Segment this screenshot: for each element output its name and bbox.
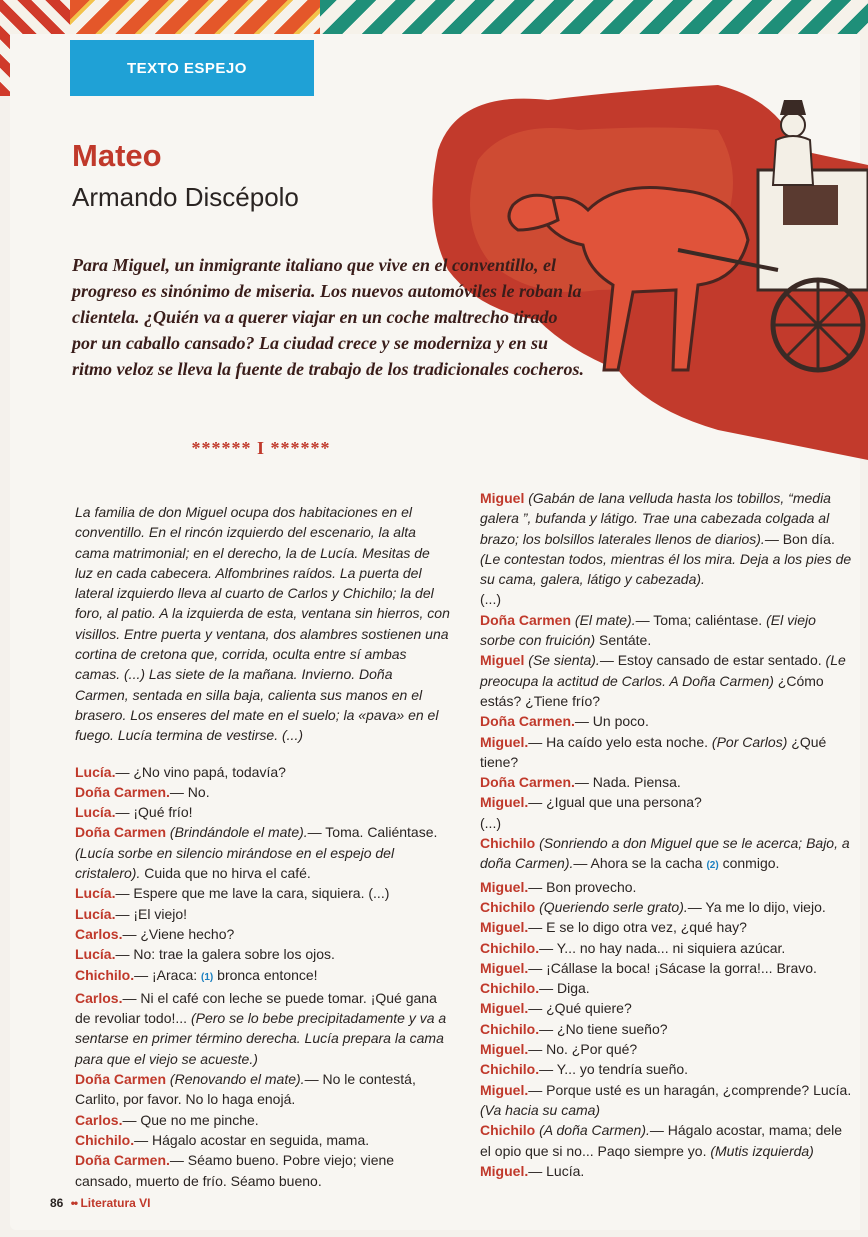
speaker-name: Miguel. bbox=[480, 733, 529, 750]
dialogue-line bbox=[480, 772, 852, 792]
speaker-name: Miguel. bbox=[480, 794, 529, 811]
dialogue-list-left bbox=[75, 762, 450, 1191]
footnote-marker: (1) bbox=[201, 971, 214, 983]
dialogue-line bbox=[480, 897, 852, 917]
dialogue-line bbox=[75, 944, 450, 964]
dialogue-text: — Ya me lo dijo, viejo. bbox=[687, 898, 826, 915]
dialogue-text: — ¿Qué quiere? bbox=[528, 1000, 632, 1017]
stage-note: (El viejo sorbe con fruición) bbox=[480, 611, 816, 649]
act-heading: ****** I ****** bbox=[191, 438, 331, 458]
speaker-name: Miguel. bbox=[480, 919, 529, 936]
dialogue-line bbox=[75, 1069, 450, 1110]
dialogue-text: — Y... no hay nada... ni siquiera azúcar. bbox=[539, 939, 786, 956]
dialogue-text: — Espere que me lave la cara, siquiera. (...) bbox=[115, 885, 390, 902]
dialogue-text: — Diga. bbox=[539, 980, 590, 997]
dialogue-text: — Lucía. bbox=[528, 1162, 585, 1179]
dialogue-text: — ¡Cállase la boca! ¡Sácase la gorra!... Bravo. bbox=[528, 959, 817, 976]
dialogue-text: — ¿No vino papá, todavía? bbox=[115, 763, 286, 780]
stage-note: (Sonriendo a don Miguel que se le acerca; Bajo, a doña Carmen). bbox=[480, 835, 850, 872]
dialogue-text: ¿Qué tiene? bbox=[480, 733, 827, 770]
dialogue-line bbox=[480, 1039, 852, 1059]
dialogue-line bbox=[480, 589, 852, 609]
dialogue-line bbox=[480, 1059, 852, 1079]
speaker-name: Chichilo. bbox=[480, 980, 540, 997]
speaker-name: Doña Carmen. bbox=[480, 774, 575, 791]
footnote-marker: (2) bbox=[706, 860, 719, 872]
stage-note: (Brindándole el mate). bbox=[166, 824, 308, 841]
dialogue-line bbox=[75, 904, 450, 924]
speaker-name: Miguel bbox=[480, 652, 525, 669]
dialogue-line bbox=[480, 998, 852, 1018]
dialogue-line bbox=[480, 610, 852, 651]
speaker-name: Chichilo bbox=[480, 898, 536, 915]
stage-note: (Gabán de lana velluda hasta los tobillos, “media galera ”, bufanda y látigo. Trae una cabezada colgada al brazo; los bolsillos laterales llenos de diarios). bbox=[480, 490, 831, 547]
book-title: Literatura VI bbox=[80, 1196, 151, 1210]
footer-dots: •• bbox=[70, 1196, 78, 1210]
dialogue-text: — Toma. Caliéntase. bbox=[307, 824, 438, 841]
stage-note: (Lucía sorbe en silencio mirándose en el espejo del cristalero). bbox=[75, 844, 395, 882]
dialogue-list-right bbox=[480, 488, 852, 1181]
dialogue-text: — Hágalo acostar, mama; dele el opio que si no... Paqo siempre yo. bbox=[480, 1122, 843, 1159]
dialogue-text: — No. ¿Por qué? bbox=[528, 1041, 638, 1058]
stage-direction: La familia de don Miguel ocupa dos habitaciones en el conventillo. En el rincón izquierdo del escenario, la alta cama matrimonial; en el derecho, la de Lucía. Mesitas de luz en cada cabecera. Alfombrines raídos. La puerta del lateral izquierdo lleva al cuarto de Carlos y Chichilo; la del foro, al patio. A la izquierda de esta, ventana sin hierros, con visillos. Entre puerta y ventana, dos alambres sostienen una cortina de cretona que, corrida, oculta entre sí ambas camas. (...) Las siete de la mañana. Invierno. Doña Carmen, sentada en silla baja, calienta sus manos en el brasero. Los enseres del mate en el suelo; la «pava» en el fuego. Lucía termina de vestirse. (...) bbox=[75, 504, 450, 744]
dialogue-line bbox=[75, 924, 450, 944]
dialogue-text: — Séamo bueno. Pobre viejo; viene cansado, muerto de frío. Séamo bueno. bbox=[75, 1152, 395, 1189]
dialogue-text: — ¡El viejo! bbox=[115, 905, 188, 922]
dialogue-text: — Toma; caliéntase. bbox=[635, 611, 767, 628]
dialogue-line bbox=[480, 732, 852, 773]
page-number: 86 bbox=[50, 1196, 64, 1210]
dialogue-line bbox=[480, 1161, 852, 1181]
dialogue-text: — ¿No tiene sueño? bbox=[539, 1020, 668, 1037]
speaker-name: Chichilo. bbox=[480, 1020, 540, 1037]
speaker-name: Chichilo bbox=[480, 835, 536, 852]
dialogue-line bbox=[480, 958, 852, 978]
speaker-name: Doña Carmen bbox=[75, 824, 167, 841]
dialogue-text: ¿Cómo estás? ¿Tiene frío? bbox=[480, 672, 824, 709]
dialogue-text: (...) bbox=[480, 591, 501, 608]
dialogue-line bbox=[480, 792, 852, 812]
dialogue-text: Cuida que no hirva el café. bbox=[140, 865, 311, 882]
speaker-name: Miguel bbox=[480, 490, 525, 506]
speaker-name: Chichilo. bbox=[480, 939, 540, 956]
dialogue-text: — E se lo digo otra vez, ¿qué hay? bbox=[528, 919, 747, 936]
speaker-name: Carlos. bbox=[75, 1111, 123, 1128]
dialogue-line bbox=[480, 938, 852, 958]
speaker-name: Doña Carmen. bbox=[75, 1152, 170, 1169]
dialogue-text: — No: trae la galera sobre los ojos. bbox=[115, 946, 335, 963]
speaker-name: Doña Carmen bbox=[480, 611, 572, 628]
speaker-name: Doña Carmen. bbox=[75, 783, 170, 800]
dialogue-line bbox=[75, 1150, 450, 1191]
dialogue-text: — Estoy cansado de estar sentado. bbox=[599, 652, 826, 669]
dialogue-line bbox=[480, 488, 852, 589]
speaker-name: Carlos. bbox=[75, 989, 123, 1006]
stage-note: (Va hacia su cama) bbox=[480, 1101, 601, 1118]
stage-note: (Pero se lo bebe precipitadamente y va a sentarse en primer término derecha. Lucía prepara la cama para que el viejo se acueste.) bbox=[75, 1010, 447, 1067]
dialogue-text: — ¿Viene hecho? bbox=[122, 925, 235, 942]
dialogue-text: — Un poco. bbox=[574, 713, 649, 730]
dialogue-line bbox=[75, 988, 450, 1069]
dialogue-line bbox=[480, 978, 852, 998]
stage-note: (A doña Carmen). bbox=[535, 1122, 650, 1139]
dialogue-text: — Ha caído yelo esta noche. bbox=[528, 733, 712, 750]
speaker-name: Miguel. bbox=[480, 959, 529, 976]
section-tag: TEXTO ESPEJO bbox=[70, 40, 314, 96]
speaker-name: Chichilo. bbox=[480, 1061, 540, 1078]
dialogue-text: — ¿Igual que una persona? bbox=[528, 794, 702, 811]
intro-paragraph: Para Miguel, un inmigrante italiano que vive en el conventillo, el progreso es sinónimo de miseria. Los nuevos automóviles le roban la clientela. ¿Quién va a querer viajar en un coche maltrecho tirado por un caballo cansado? La ciudad crece y se moderniza y en su ritmo veloz se lleva la fuente de trabajo de los tradicionales cocheros. bbox=[72, 255, 584, 379]
dialogue-text: — ¡Araca: bbox=[134, 966, 202, 983]
stage-note: (Queriendo serle grato). bbox=[535, 898, 688, 915]
dialogue-text: — ¡Qué frío! bbox=[115, 804, 193, 821]
speaker-name: Lucía. bbox=[75, 763, 116, 780]
dialogue-text: — Ni el café con leche se puede tomar. ¡Qué gana de revoliar todo!... bbox=[75, 989, 437, 1027]
speaker-name: Chichilo bbox=[480, 1122, 536, 1139]
driver-body bbox=[773, 136, 813, 185]
dialogue-text: — Bon día. bbox=[764, 530, 835, 547]
dialogue-text: — Porque usté es un haragán, ¿comprende? Lucía. bbox=[528, 1081, 852, 1098]
dialogue-text: bronca entonce! bbox=[213, 966, 318, 983]
dialogue-line bbox=[75, 965, 450, 988]
speaker-name: Doña Carmen bbox=[75, 1071, 167, 1088]
dialogue-line bbox=[480, 813, 852, 833]
driver-head bbox=[781, 113, 805, 137]
dialogue-text: — Ahora se la cacha bbox=[573, 855, 707, 872]
stage-note: (Renovando el mate). bbox=[166, 1071, 305, 1088]
page-title: Mateo bbox=[72, 138, 162, 173]
speaker-name: Chichilo. bbox=[75, 1131, 135, 1148]
dialogue-line bbox=[480, 877, 852, 897]
speaker-name: Doña Carmen. bbox=[480, 713, 575, 730]
speaker-name: Miguel. bbox=[480, 1162, 529, 1179]
carriage-window bbox=[783, 185, 838, 225]
dialogue-text: — No le contestá, Carlito, por favor. No lo haga enojá. bbox=[75, 1071, 416, 1108]
speaker-name: Lucía. bbox=[75, 885, 116, 902]
dialogue-text: conmigo. bbox=[718, 855, 780, 872]
dialogue-line bbox=[480, 833, 852, 877]
stage-note: (Se sienta). bbox=[524, 652, 600, 669]
author-name: Armando Discépolo bbox=[72, 182, 299, 212]
dialogue-line bbox=[75, 1110, 450, 1130]
dialogue-line bbox=[480, 650, 852, 711]
stage-note: (Por Carlos) bbox=[711, 733, 788, 750]
dialogue-text: Sentáte. bbox=[595, 632, 652, 649]
dialogue-line bbox=[480, 917, 852, 937]
dialogue-text: — No. bbox=[169, 783, 210, 800]
dialogue-line bbox=[75, 1130, 450, 1150]
speaker-name: Carlos. bbox=[75, 925, 123, 942]
speaker-name: Lucía. bbox=[75, 946, 116, 963]
stage-note: (Le contestan todos, mientras él los mira. Deja a los pies de su cama, galera, látigo y cabezada). bbox=[480, 550, 852, 588]
speaker-name: Miguel. bbox=[480, 1041, 529, 1058]
horse-head bbox=[509, 195, 558, 230]
dialogue-line bbox=[480, 1019, 852, 1039]
dialogue-text: (...) bbox=[480, 814, 501, 831]
dialogue-text: — Nada. Piensa. bbox=[574, 774, 681, 791]
speaker-name: Lucía. bbox=[75, 804, 116, 821]
stage-note: (Mutis izquierda) bbox=[710, 1142, 814, 1159]
dialogue-line bbox=[480, 1120, 852, 1161]
dialogue-line bbox=[75, 822, 450, 883]
stage-note: (Le preocupa la actitud de Carlos. A Doña Carmen) bbox=[480, 652, 846, 689]
dialogue-text: — Que no me pinche. bbox=[122, 1111, 259, 1128]
dialogue-text: — Bon provecho. bbox=[528, 878, 637, 895]
dialogue-text: — Hágalo acostar en seguida, mama. bbox=[134, 1131, 370, 1148]
speaker-name: Lucía. bbox=[75, 905, 116, 922]
speaker-name: Chichilo. bbox=[75, 966, 135, 983]
dialogue-line bbox=[75, 782, 450, 802]
column-left bbox=[75, 488, 450, 1191]
dialogue-line bbox=[480, 1080, 852, 1121]
dialogue-line bbox=[75, 762, 450, 782]
speaker-name: Miguel. bbox=[480, 1000, 529, 1017]
driver-hat bbox=[780, 100, 806, 115]
column-right bbox=[480, 488, 852, 1181]
dialogue-text: — Y... yo tendría sueño. bbox=[539, 1061, 689, 1078]
speaker-name: Miguel. bbox=[480, 1081, 529, 1098]
dialogue-line bbox=[75, 802, 450, 822]
stage-note: (El mate). bbox=[571, 611, 636, 628]
page-footer bbox=[50, 1196, 150, 1210]
dialogue-line bbox=[480, 711, 852, 731]
dialogue-line bbox=[75, 883, 450, 903]
speaker-name: Miguel. bbox=[480, 878, 529, 895]
